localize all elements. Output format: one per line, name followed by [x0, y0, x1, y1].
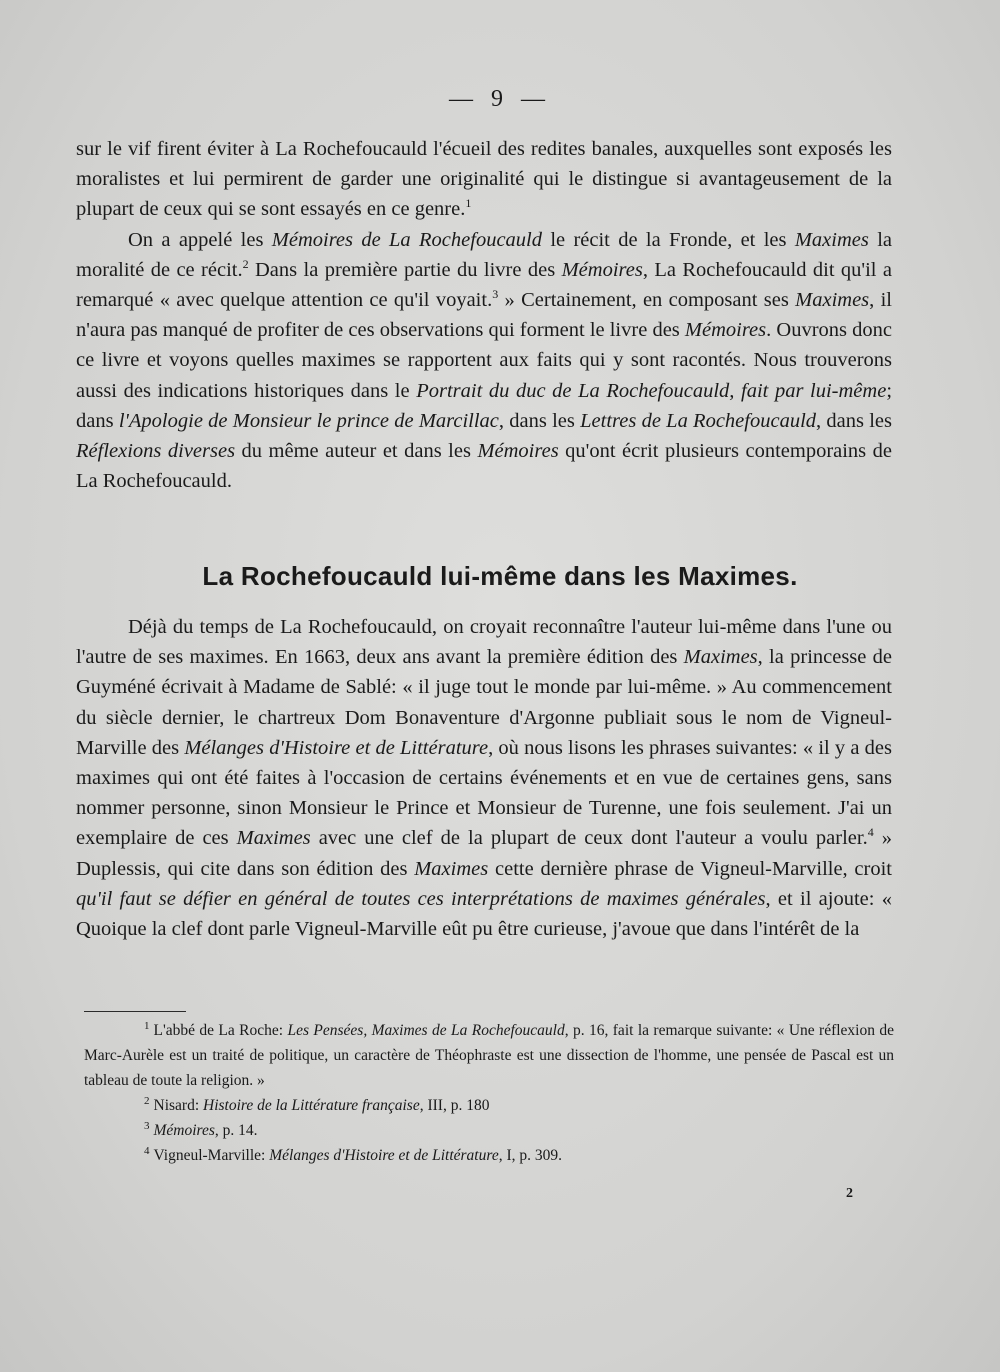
- footnote-1: $^1$ L'abbé de La Roche: Les Pensées, Maximes de La Rochefoucauld, p. 16, fait la remarque suivante: « Une réflexion de Marc-Aurèle est un traité de politique, un caractère de Théophraste est une dissection de l'homme, une pensée de Pascal est un tableau de toute la religion. »: [84, 1019, 895, 1089]
- paragraph-guymene: Déjà du temps de La Rochefoucauld, on croyait reconnaître l'auteur lui-même dans l'une ou l'autre de ses maximes. En 1663, deux ans avant la première édition des Maximes, la princesse de Guyméné écrivait à Madame de Sablé: « il juge tout le monde par lui-même. » Au commencement du siècle dernier, le chartreux Dom Bonaventure d'Argonne publiait sous le nom de Vigneul-Marville des Mélanges d'Histoire et de Littérature, où nous lisons les phrases suivantes: « il y a des maximes qui ont été faites à l'occasion de certains événements et en vue de certaines gens, sans nommer personne, sinon Monsieur le Prince et Monsieur de Turenne, une fois seulement. J'ai un exemplaire de ces Maximes avec une clef de la plupart de ceux dont l'auteur a voulu parler.$^4$ » Duplessis, qui cite dans son édition des Maximes cette dernière phrase de Vigneul-Marville, croit qu'il faut se défier en général de toutes ces interprétations de maximes générales, et il ajoute: « Quoique la clef dont parle Vigneul-Marville eût pu être curieuse, j'avoue que dans l'intérêt de la: [76, 616, 893, 941]
- footnote-ref: 4: [867, 825, 874, 840]
- main-text-lower: [76, 612, 892, 944]
- footnotes: [84, 1018, 894, 1168]
- footnote-2: $^2$ Nisard: Histoire de la Littérature française, III, p. 180: [144, 1094, 490, 1114]
- page-number: — 9 —: [449, 86, 551, 112]
- paragraph-memoires: On a appelé les Mémoires de La Rochefoucauld le récit de la Fronde, et les Maximes la moralité de ce récit.$^2$ Dans la première partie du livre des Mémoires, La Rochefoucauld dit qu'il a remarqué « avec quelque attention ce qu'il voyait.$^3$ » Certainement, en composant ses Maximes, il n'aura pas manqué de profiter de ces observations qui forment le livre des Mémoires. Ouvrons donc ce livre et voyons quelles maximes se rapportent aux faits qui y sont racontés. Nous trouverons aussi des indications historiques dans le Portrait du duc de La Rochefoucauld, fait par lui-même; dans l'Apologie de Monsieur le prince de Marcillac, dans les Lettres de La Rochefoucauld, dans les Réflexions diverses du même auteur et dans les Mémoires qu'ont écrit plusieurs contemporains de La Rochefoucauld.: [76, 228, 893, 493]
- footnote-ref: 1: [465, 196, 472, 211]
- main-text-upper: [76, 134, 892, 496]
- section-heading: La Rochefoucauld lui-même dans les Maximes.: [202, 561, 798, 591]
- footnote-3: $^3$ Mémoires, p. 14.: [144, 1119, 258, 1139]
- footnote-divider: [84, 1011, 186, 1012]
- footnote-4: $^4$ Vigneul-Marville: Mélanges d'Histoire et de Littérature, I, p. 309.: [144, 1144, 562, 1164]
- footnote-ref: 3: [492, 287, 499, 302]
- printer-signature-mark: 2: [846, 1186, 853, 1201]
- footnote-ref: 2: [242, 256, 249, 271]
- paragraph-continuation: sur le vif firent éviter à La Rochefoucauld l'écueil des redites banales, auxquelles sont exposés les moralistes et lui permirent de garder une originalité qui le distingue si avantageusement de la plupart de ceux qui se sont essayés en ce genre.$^1$: [76, 138, 892, 221]
